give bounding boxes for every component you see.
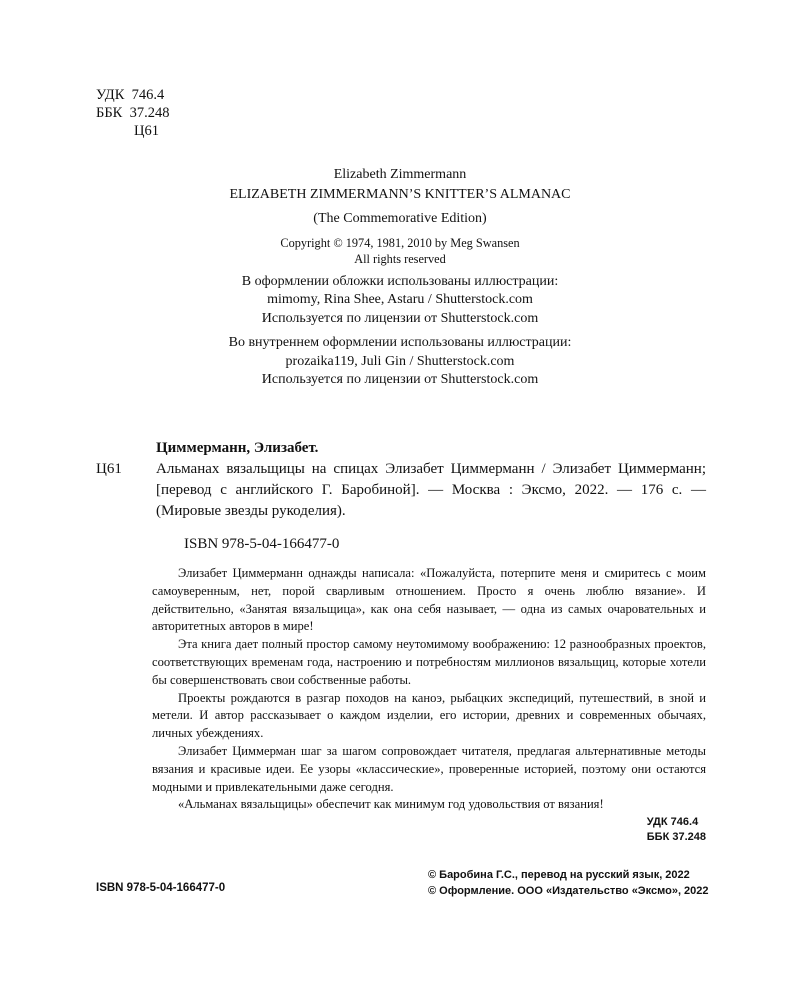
udk-code: УДК 746.4 (96, 87, 165, 103)
classification-block (96, 86, 169, 140)
bibliographic-description: Альманах вязальщицы на спицах Элизабет Циммерманн / Элизабет Циммерманн; [перевод с английского Г. Баробиной]. — Москва : Эксмо, 2022. — 176 с. — (Мировые звезды рукоделия). (156, 461, 706, 519)
design-copyright: © Оформление. ООО «Издательство «Эксмо», 2022 (428, 885, 709, 897)
inner-illustrations-line: Во внутреннем оформлении использованы иллюстрации: (228, 335, 572, 350)
annotation-paragraph: Элизабет Циммерман шаг за шагом сопровождает читателя, предлагая альтернативные методы вязания и красивые идеи. Ее узоры «классические», проверенные историей, поэтому они остаются модными и привлекательными даже сегодня. (152, 743, 706, 794)
bibliographic-isbn: ISBN 978-5-04-166477-0 (184, 536, 340, 552)
annotation-paragraph: «Альманах вязальщицы» обеспечит как минимум год удовольствия от вязания! (178, 797, 604, 812)
bibliographic-entry (96, 459, 706, 522)
bibliographic-heading: Циммерманн, Элизабет. (156, 440, 319, 456)
annotation (152, 565, 706, 814)
edition-note: (The Commemorative Edition) (313, 211, 487, 226)
inner-illustrations-line: Используется по лицензии от Shutterstock.com (261, 372, 539, 387)
footer-classification (647, 815, 706, 845)
translation-copyright: © Баробина Г.С., перевод на русский язык, 2022 (428, 869, 690, 881)
footer-isbn: ISBN 978-5-04-166477-0 (96, 882, 226, 894)
footer-bbk: ББК 37.248 (646, 831, 706, 843)
footer-udk: УДК 746.4 (646, 816, 699, 828)
footer-copyrights (428, 867, 709, 899)
annotation-paragraph: Проекты рождаются в разгар походов на каноэ, рыбацких экспедиций, путешествий, в зной и метели. И автор рассказывает о каждом изделии, его истории, древних и современных обычаях, личных убеждениях. (152, 690, 706, 741)
inner-illustrations-line: prozaika119, Juli Gin / Shutterstock.com (285, 353, 515, 369)
author-sign: Ц61 (96, 461, 122, 477)
bbk-code: ББК 37.248 (96, 105, 170, 121)
annotation-paragraph: Элизабет Циммерманн однажды написала: «Пожалуйста, потерпите меня и смиритесь с моим самоуверенным, нет, порой сварливым отношением. Просто я очень люблю вязание». И действительно, «Занятая вязальщица», как она себя называет, — одна из самых очаровательных и авторитетных авторов в мире! (152, 566, 706, 634)
bibliographic-record (96, 438, 706, 555)
rights-line: All rights reserved (354, 251, 446, 266)
cover-illustrations-line: В оформлении обложки использованы иллюстрации: (241, 273, 559, 289)
cutter-code: Ц61 (134, 123, 159, 139)
cover-illustrations-line: mimomy, Rina Shee, Astaru / Shutterstock.com (267, 292, 533, 307)
original-credits (150, 166, 650, 390)
annotation-paragraph: Эта книга дает полный простор самому неутомимому воображению: 12 разнообразных проектов, соответствующих временам года, настроению и потребностям миллионов вязальщиц, которые хотели бы совершенствовать свои собственные работы. (152, 637, 706, 687)
copyright-line: Copyright © 1974, 1981, 2010 by Meg Swansen (280, 235, 520, 250)
original-author: Elizabeth Zimmermann (333, 167, 467, 182)
original-title: ELIZABETH ZIMMERMANN’S KNITTER’S ALMANAC (229, 186, 571, 202)
cover-illustrations-line: Используется по лицензии от Shutterstock.com (261, 310, 539, 326)
